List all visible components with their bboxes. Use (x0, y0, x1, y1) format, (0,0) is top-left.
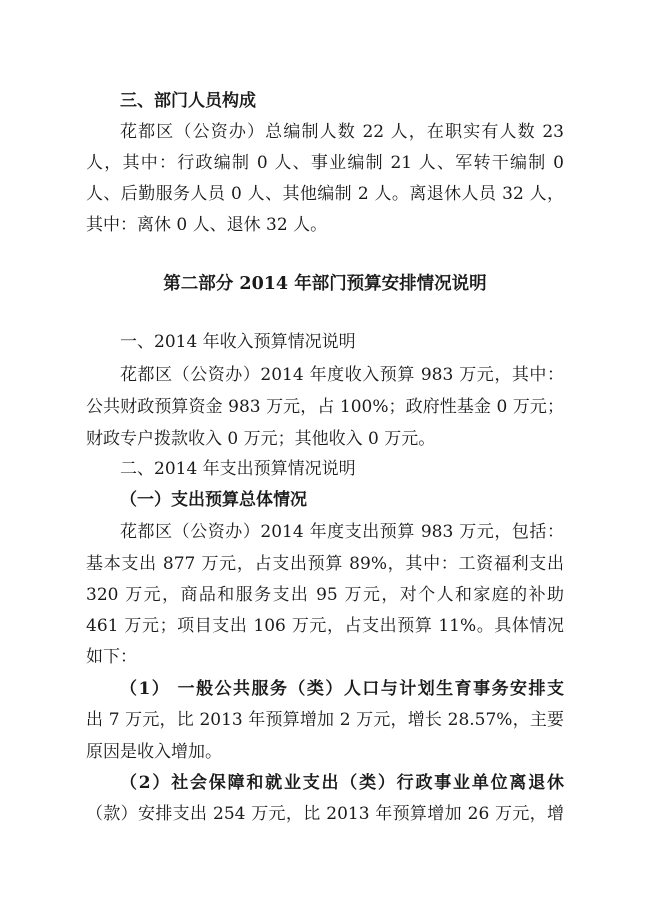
paragraph-line: 公共财政预算资金 983 万元，占 100%；政府性基金 0 万元； (86, 397, 564, 417)
section-heading-income: 一、2014 年收入预算情况说明 (120, 332, 356, 352)
paragraph-line: 人，其中：行政编制 0 人、事业编制 21 人、军转干编制 0 (86, 153, 564, 173)
paragraph-line: 人、后勤服务人员 0 人、其他编制 2 人。离退休人员 32 人， (86, 184, 564, 204)
paragraph-line: 花都区（公资办）2014 年度支出预算 983 万元，包括： (120, 522, 564, 542)
item-heading-1: （1） 一般公共服务（类）人口与计划生育事务安排支 (120, 679, 564, 699)
sub-heading-overview: （一）支出预算总体情况 (120, 490, 307, 510)
paragraph-line: 461 万元；项目支出 106 万元，占支出预算 11%。具体情况 (86, 616, 564, 636)
paragraph-line: 320 万元，商品和服务支出 95 万元，对个人和家庭的补助 (86, 585, 564, 605)
item-heading-2: （2）社会保障和就业支出（类）行政事业单位离退休 (120, 773, 564, 793)
paragraph-line: 基本支出 877 万元，占支出预算 89%，其中：工资福利支出 (86, 554, 564, 574)
paragraph-line: 出 7 万元，比 2013 年预算增加 2 万元，增长 28.57%，主要 (86, 710, 564, 730)
paragraph-line: 花都区（公资办）总编制人数 22 人，在职实有人数 23 (120, 122, 564, 142)
part-title: 第二部分 2014 年部门预算安排情况说明 (163, 274, 487, 294)
section-heading-expense: 二、2014 年支出预算情况说明 (120, 459, 356, 479)
paragraph-line: 财政专户拨款收入 0 万元；其他收入 0 万元。 (86, 429, 436, 449)
paragraph-line: 其中：离休 0 人、退休 32 人。 (86, 215, 328, 235)
paragraph-line: 如下： (86, 647, 137, 667)
paragraph-line: 花都区（公资办）2014 年度收入预算 983 万元，其中： (120, 365, 564, 385)
section-heading-staff: 三、部门人员构成 (120, 91, 256, 111)
paragraph-line: （款）安排支出 254 万元，比 2013 年预算增加 26 万元，增 (86, 804, 564, 824)
paragraph-line: 原因是收入增加。 (86, 742, 222, 762)
